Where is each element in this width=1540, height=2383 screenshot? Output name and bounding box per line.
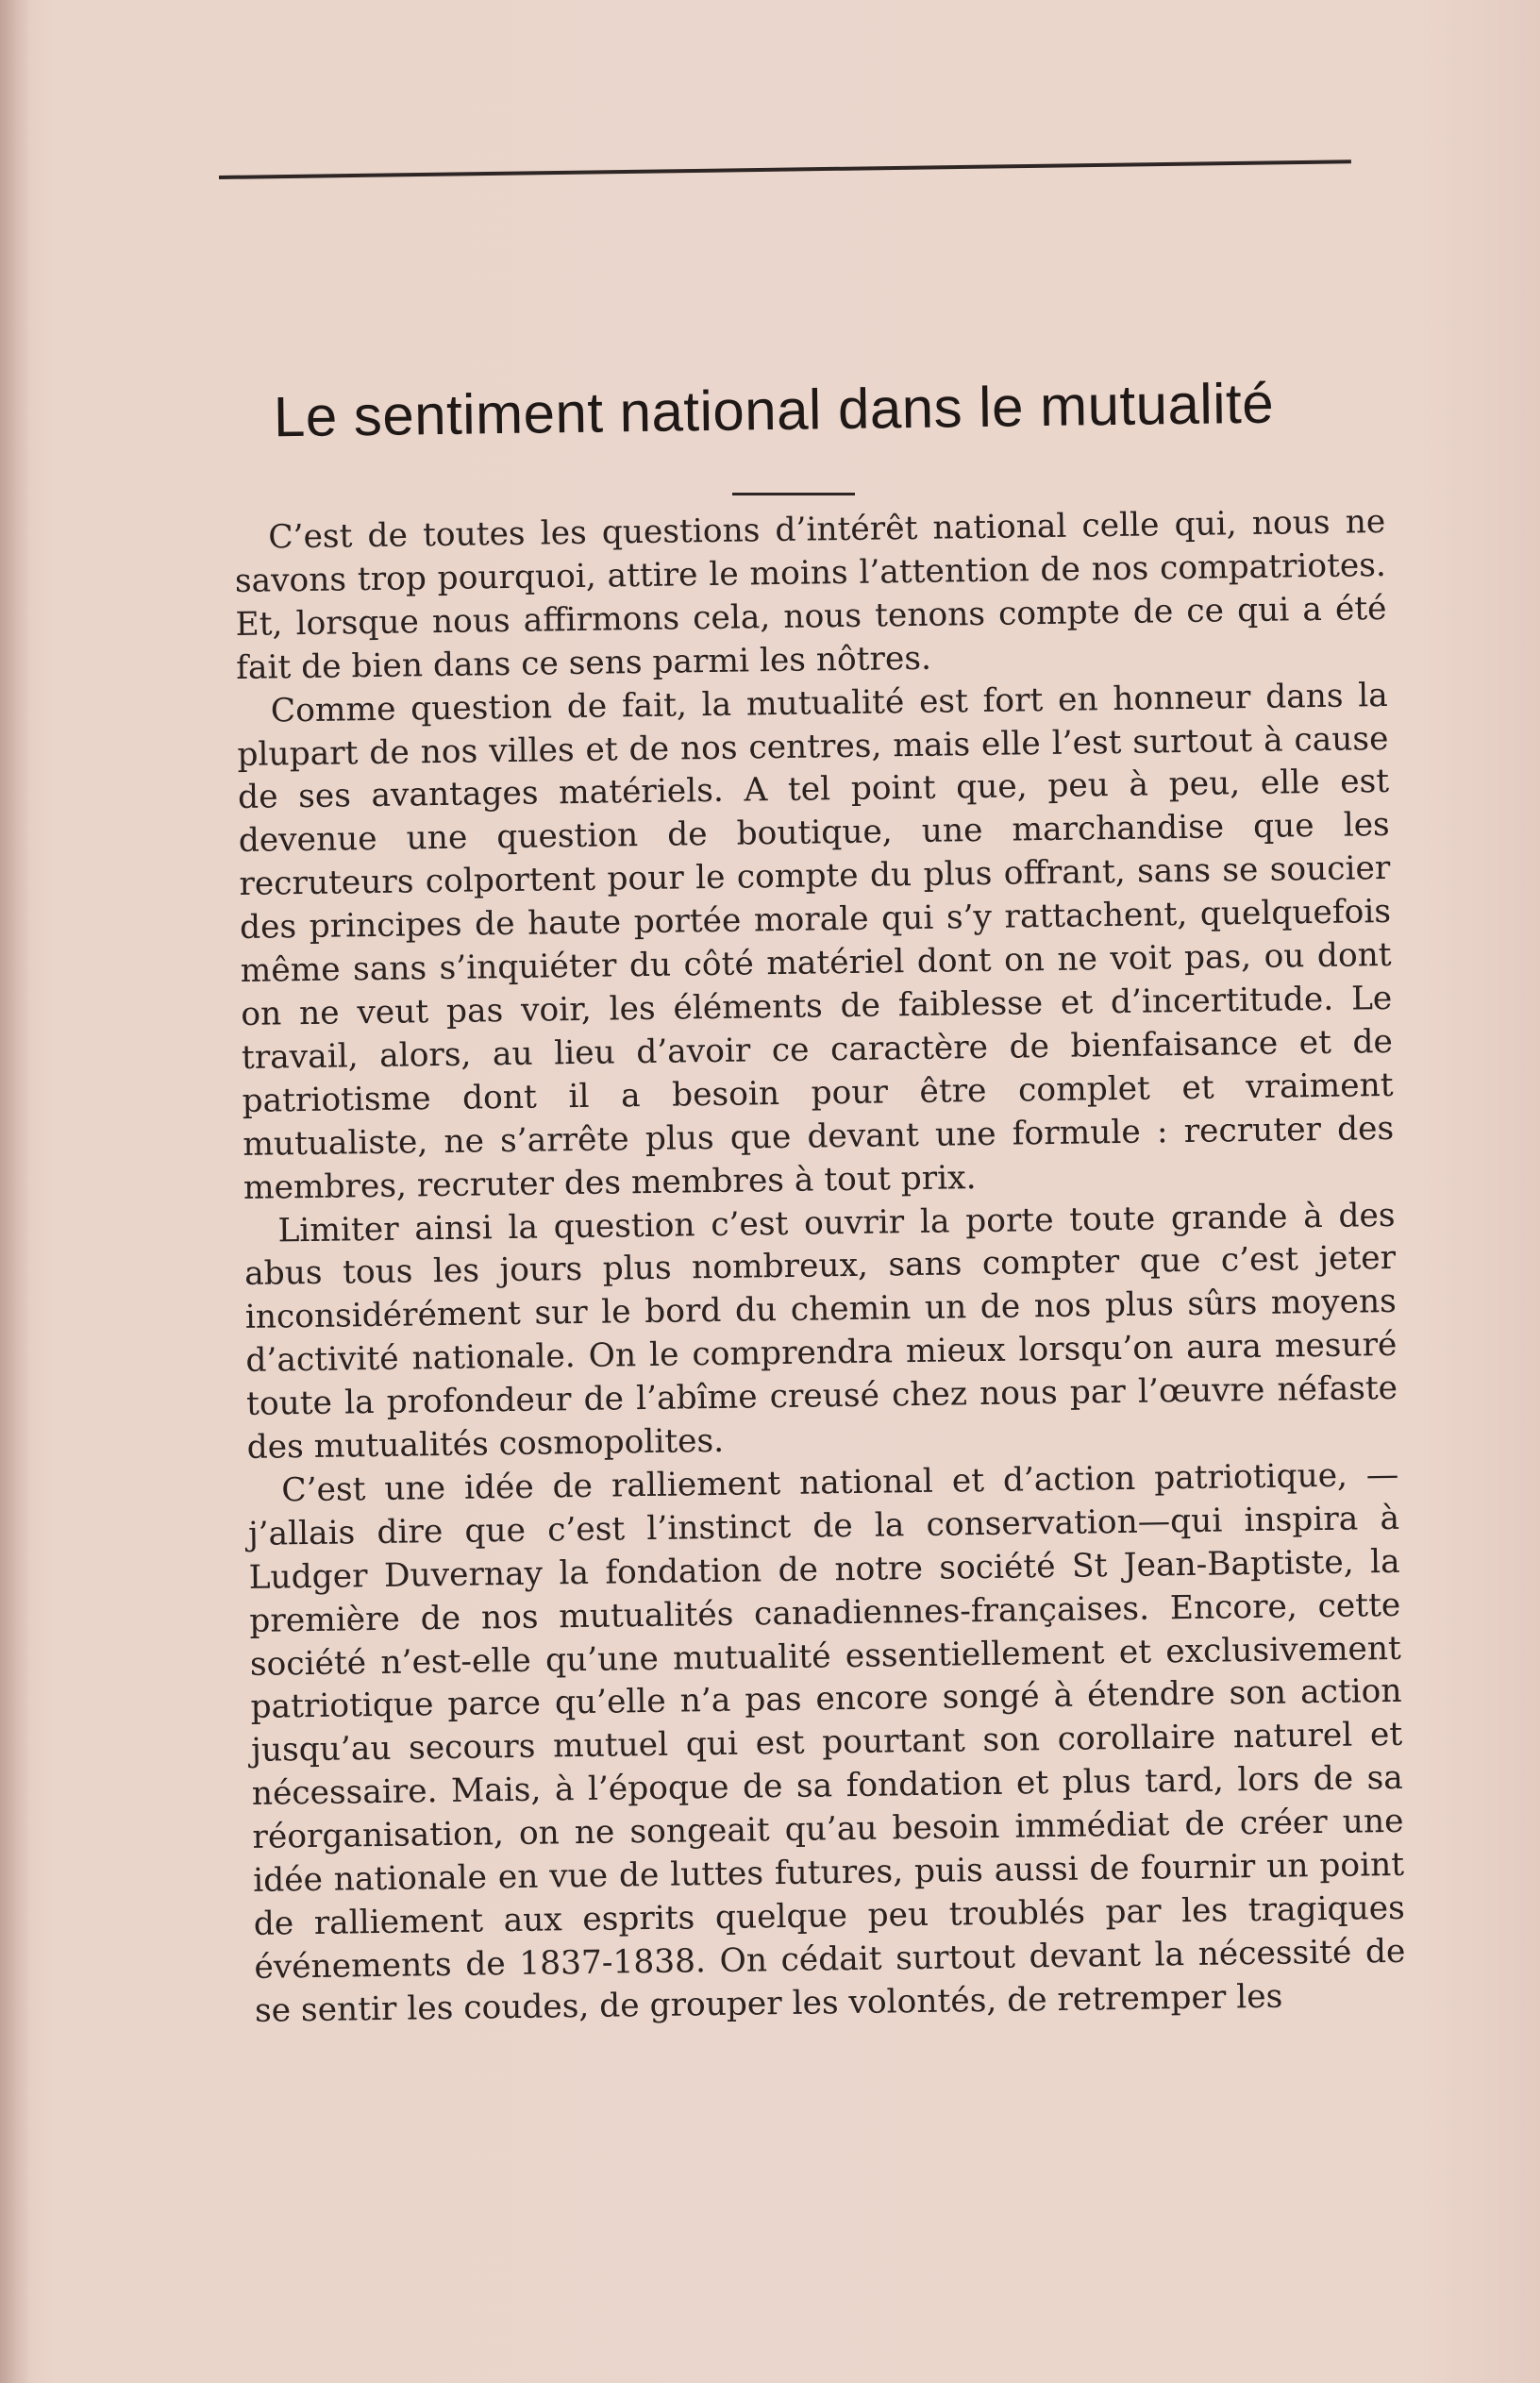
paragraph: C’est une idée de ralliement national et d’action patriotique, —j’allais dire que c’est l’instinct de la conservation—qui inspira à Ludger Duvernay la fondation de notre société St Jean-Baptiste, la première de nos mutualités canadiennes-françaises. Encore, cette société n’est-elle qu’une mutualité essentiellement et exclusivement patriotique parce qu’elle n’a pas encore songé à étendre son action jusqu’au secours mutuel qui est pourtant son corollaire naturel et nécessaire. Mais, à l’époque de sa fondation et plus tard, lors de sa réorganisation, on ne songeait qu’au besoin immédiat de créer une idée nationale en vue de luttes futures, puis aussi de fournir un point de ralliement aux esprits quelque peu troublés par les tragiques événements de 1837-1838. On cédait surtout devant la nécessité de se sentir les coudes, de grouper les volontés, de retremper les bbox=[247, 1455, 1406, 2030]
article-body bbox=[234, 501, 1406, 2034]
article-title: Le sentiment national dans le mutualité bbox=[273, 371, 1275, 449]
paragraph: Limiter ainsi la question c’est ouvrir la porte toute grande à des abus tous les jours plus nombreux, sans compter que c’est jeter inconsidérément sur le bord du chemin un de nos plus sûrs moyens d’activité nationale. On le comprendra mieux lorsqu’on aura mesuré toute la profondeur de l’abîme creusé chez nous par l’œuvre néfaste des mutualités cosmopolites. bbox=[243, 1196, 1398, 1467]
title-divider bbox=[732, 493, 855, 495]
header-rule bbox=[219, 159, 1351, 179]
paragraph: C’est de toutes les questions d’intérêt national celle qui, nous ne savons trop pourquoi, attire le moins l’attention de nos compatriotes. Et, lorsque nous affirmons cela, nous tenons compte de ce qui a été fait de bien dans ce sens parmi les nôtres. bbox=[234, 502, 1387, 687]
paragraph: Comme question de fait, la mutualité est fort en honneur dans la plupart de nos villes et de nos centres, mais elle l’est surtout à cause de ses avantages matériels. A tel point que, peu à peu, elle est devenue une question de boutique, une marchandise que les recruteurs colportent pour le compte du plus offrant, sans se soucier des principes de haute portée morale qui s’y rattachent, quelquefois même sans s’inquiéter du côté matériel dont on ne voit pas, ou dont on ne veut pas voir, les éléments de faiblesse et d’incertitude. Le travail, alors, au lieu d’avoir ce caractère de bienfaisance et de patriotisme dont il a besoin pour être complet et vraiment mutualiste, ne s’arrête plus que devant une formule : recruter des membres, recruter des membres à tout prix. bbox=[237, 676, 1395, 1207]
binding-gutter bbox=[0, 0, 32, 2383]
